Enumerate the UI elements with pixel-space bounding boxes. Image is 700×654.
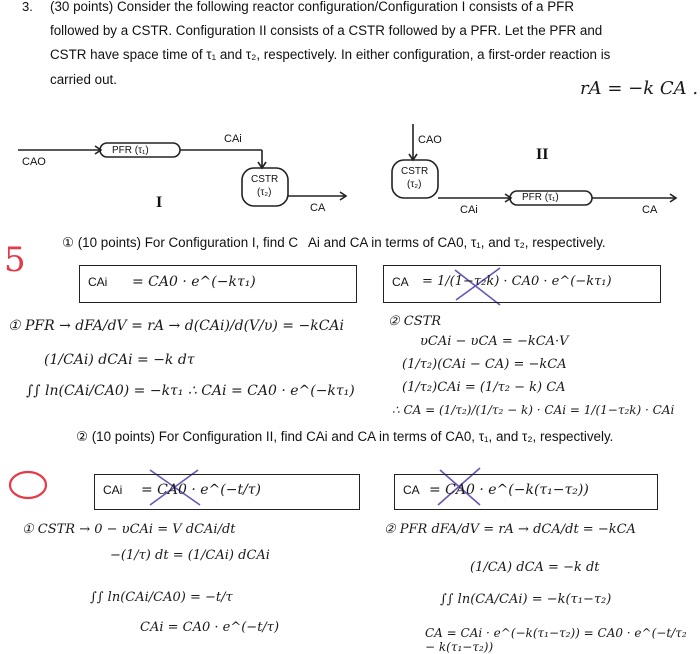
config1-pfr-label: PFR (τ₁) bbox=[112, 145, 149, 156]
config1-numeral: I bbox=[156, 194, 163, 211]
part1-score: 5 bbox=[4, 240, 26, 280]
part1-answer-box-right bbox=[383, 265, 661, 303]
part1-work-right-2: υCAi − υCA = −kCA·V bbox=[420, 334, 569, 349]
part2-work-left-3: ∫∫ ln(CAi/CA0) = −t/τ bbox=[90, 590, 233, 605]
rate-law: rA = −k CA . bbox=[580, 78, 699, 99]
problem-line-1: (30 points) Consider the following reactor configuration/Configuration I consists of a PFR bbox=[50, 0, 574, 14]
part1-work-left-1: ① PFR → dFA/dV = rA → d(CAi)/d(V/υ) = −kCAi bbox=[8, 318, 344, 334]
part2-work-right-2: (1/CA) dCA = −k dt bbox=[470, 560, 600, 575]
part1-prompt-start: ① (10 points) For Configuration I, find C bbox=[62, 235, 299, 250]
part2-answer-box-right bbox=[394, 474, 658, 510]
part1-box-right-eq: = 1/(1−τ₂k) · CA0 · e^(−kτ₁) bbox=[422, 274, 612, 289]
part1-work-right-1: ② CSTR bbox=[388, 314, 442, 329]
config1-inlet-label: CAO bbox=[22, 156, 46, 168]
part1-work-right-5: ∴ CA = (1/τ₂)/(1/τ₂ − k) · CAi = 1/(1−τ₂k) · CAi bbox=[392, 403, 675, 417]
part1-work-left-2: (1/CAi) dCAi = −k dτ bbox=[44, 352, 195, 368]
part2-work-left-4: CAi = CA0 · e^(−t/τ) bbox=[140, 620, 280, 635]
config1-cstr-label: CSTR bbox=[251, 174, 279, 185]
config2-mid-label: CAi bbox=[460, 204, 478, 216]
part1-box-right-label: CA bbox=[392, 275, 409, 289]
part2-box-left-eq: = CA0 · e^(−t/τ) bbox=[141, 482, 262, 498]
part2-work-left-1: ① CSTR → 0 − υCAi = V dCAi/dt bbox=[22, 522, 236, 537]
part2-work-right-3: ∫∫ ln(CA/CAi) = −k(τ₁−τ₂) bbox=[440, 592, 612, 607]
config2-numeral: II bbox=[536, 146, 549, 163]
part1-work-right-3: (1/τ₂)(CAi − CA) = −kCA bbox=[402, 357, 567, 372]
part2-box-right-label: CA bbox=[403, 483, 420, 497]
part2-work-right-1: ② PFR dFA/dV = rA → dCA/dt = −kCA bbox=[384, 522, 636, 537]
config1-outlet-label: CA bbox=[310, 202, 326, 214]
part1-answer-box-left bbox=[79, 265, 357, 303]
part1-work-right-4: (1/τ₂)CAi = (1/τ₂ − k) CA bbox=[402, 380, 566, 395]
config2-cstr-tau: (τ₂) bbox=[407, 179, 422, 190]
part1-box-left-label: CAi bbox=[88, 275, 108, 289]
problem-line-2: followed by a CSTR. Configuration II consists of a CSTR followed by a PFR. Let the PFR and bbox=[50, 23, 603, 38]
config2-pfr-label: PFR (τ₁) bbox=[522, 192, 559, 203]
part2-box-right-eq: = CA0 · e^(−k(τ₁−τ₂)) bbox=[429, 482, 589, 498]
part2-prompt: ② (10 points) For Configuration II, find CAi and CA in terms of CA0, τ₁, and τ₂, respectively. bbox=[76, 429, 614, 444]
part1-prompt-rest: Ai and CA in terms of CA0, τ₁, and τ₂, respectively. bbox=[308, 235, 606, 250]
config1-mid-label: CAi bbox=[224, 133, 242, 145]
problem-line-3: CSTR have space time of τ₁ and τ₂, respectively. In either configuration, a first-order reaction is bbox=[50, 47, 611, 62]
part2-work-right-4: CA = CAi · e^(−k(τ₁−τ₂)) = CA0 · e^(−t/τ₂ − k(τ₁−τ₂)) bbox=[425, 626, 687, 654]
part2-box-left-label: CAi bbox=[103, 483, 123, 497]
part1-box-left-eq: = CA0 · e^(−kτ₁) bbox=[132, 274, 256, 290]
problem-line-4: carried out. bbox=[50, 72, 117, 87]
config2-cstr-label: CSTR bbox=[401, 166, 429, 177]
config1-cstr-tau: (τ₂) bbox=[257, 187, 272, 198]
part1-work-left-3: ∫∫ ln(CAi/CA0) = −kτ₁ ∴ CAi = CA0 · e^(−kτ₁) bbox=[26, 383, 355, 399]
part2-answer-box-left bbox=[94, 474, 360, 510]
config2-outlet-label: CA bbox=[642, 204, 658, 216]
config2-inlet-label: CAO bbox=[418, 134, 442, 146]
part2-work-left-2: −(1/τ) dt = (1/CAi) dCAi bbox=[110, 548, 270, 563]
problem-number: 3. bbox=[22, 0, 33, 14]
